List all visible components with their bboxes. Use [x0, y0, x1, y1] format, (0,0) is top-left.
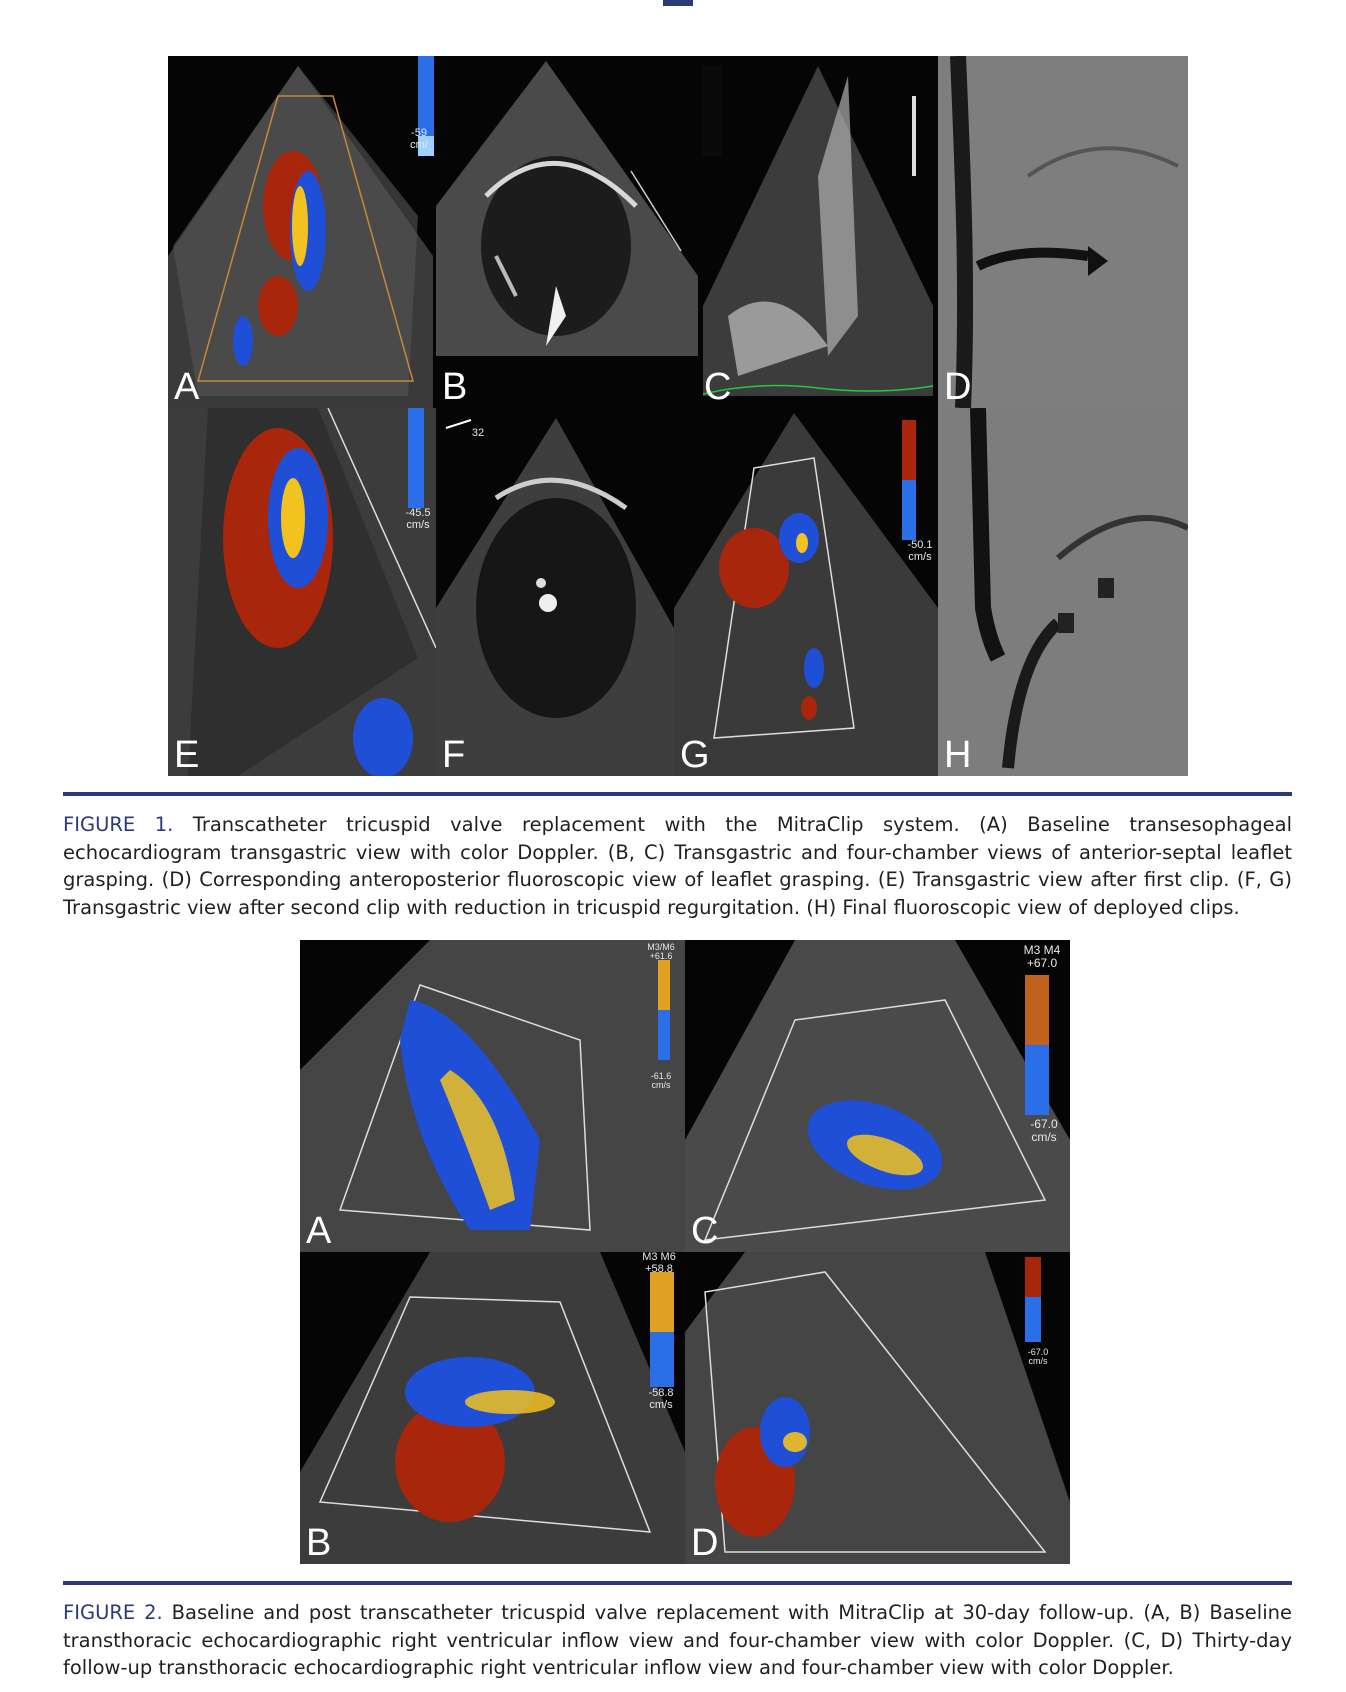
figure2-panel-b-scale-top: M3 M6 +58.8: [642, 1252, 676, 1275]
figure1-panel-e-label: E: [174, 734, 200, 776]
figure1-panel-c-label: C: [704, 366, 732, 408]
figure2-panel-c-scale-top: M3 M4 +67.0: [1023, 943, 1061, 970]
figure2-caption-label: FIGURE 2.: [63, 1601, 163, 1624]
figure2-panel-b-scale-bottom: -58.8 cm/s: [648, 1387, 674, 1411]
figure2-caption-text: Baseline and post transcatheter tricuspid valve replacement with MitraClip at 30-day follow-up. (A, B) Baseline transthoracic echocardiographic right ventricular inflow view and four-chamber view with color Doppler. (C, D) Thirty-day follow-up transthoracic echocardiographic right ventricular inflow view and four-chamber view with color Doppler.: [63, 1601, 1292, 1679]
figure1-panel-f: [436, 408, 674, 776]
figure2-caption: [63, 1599, 1292, 1682]
figure1-panel-e-scale: -45.5 cm/s: [405, 507, 431, 531]
figure1-panel-c: [698, 56, 938, 408]
echo-grayscale-image: [698, 56, 938, 408]
figure1-panel-g: [674, 408, 938, 776]
figure1-panel-h-label: H: [944, 734, 972, 776]
echo-grayscale-image: [436, 408, 674, 776]
figure2-panel-c: [685, 940, 1070, 1252]
echo-doppler-image: [300, 1252, 685, 1564]
figure1-panel-b-label: B: [442, 366, 468, 408]
figure1-panel-h: [938, 408, 1188, 776]
figure2-panel-b-label: B: [306, 1522, 332, 1564]
figure2-panel-d-label: D: [691, 1522, 719, 1564]
figure1-image-grid: [168, 56, 1188, 776]
echo-doppler-image: [685, 940, 1070, 1252]
figure1-panel-g-label: G: [680, 734, 710, 776]
figure1-panel-f-label: F: [442, 734, 466, 776]
figure1-panel-d-label: D: [944, 366, 972, 408]
figure1-caption-label: FIGURE 1.: [63, 813, 174, 836]
figure2-panel-c-scale-bottom: -67.0 cm/s: [1030, 1117, 1058, 1144]
figure2-panel-d-scale: -67.0 cm/s: [1027, 1347, 1049, 1367]
figure1-caption: [63, 811, 1292, 921]
fluoroscopy-image: [938, 408, 1188, 776]
figure2-panel-a-label: A: [306, 1210, 332, 1252]
figure1-panel-d: [938, 56, 1188, 408]
figure1-divider: [63, 792, 1292, 796]
figure1-caption-text: Transcatheter tricuspid valve replacement with the MitraClip system. (A) Baseline transesophageal echocardiogram transgastric view with color Doppler. (B, C) Transgastric and four-chamber views of anterior-septal leaflet grasping. (D) Corresponding anteroposterior fluoroscopic view of leaflet grasping. (E) Transgastric view after first clip. (F, G) Transgastric view after second clip with reduction in tricuspid regurgitation. (H) Final fluoroscopic view of deployed clips.: [63, 813, 1292, 919]
figure2-panel-d: [685, 1252, 1070, 1564]
echo-doppler-image: [168, 56, 436, 408]
figure2-divider: [63, 1581, 1292, 1585]
echo-doppler-image: [685, 1252, 1070, 1564]
fluoroscopy-image: [938, 56, 1188, 408]
figure1-panel-g-scale: -50.1 cm/s: [907, 539, 933, 563]
echo-grayscale-image: [436, 56, 698, 408]
figure2-panel-a-scale-bottom: -61.6 cm/s: [650, 1071, 672, 1091]
figure1-panel-a-scale: -59 cm/: [410, 127, 428, 151]
figure1-panel-f-angle: 32: [471, 427, 485, 439]
figure1-panel-a-label: A: [174, 366, 200, 408]
figure2-panel-a-scale-top: M3/M6 +61.6: [647, 942, 675, 962]
echo-doppler-image: [168, 408, 436, 776]
figure2-panel-a: [300, 940, 685, 1252]
echo-doppler-image: [674, 408, 938, 776]
figure1-panel-e: [168, 408, 436, 776]
figure2-panel-c-label: C: [691, 1210, 719, 1252]
figure2-panel-b: [300, 1252, 685, 1564]
echo-doppler-image: [300, 940, 685, 1252]
figure1-panel-b: [436, 56, 698, 408]
figure2-image-grid: [300, 940, 1070, 1564]
page-top-tab: [663, 0, 693, 6]
figure1-panel-a: [168, 56, 436, 408]
